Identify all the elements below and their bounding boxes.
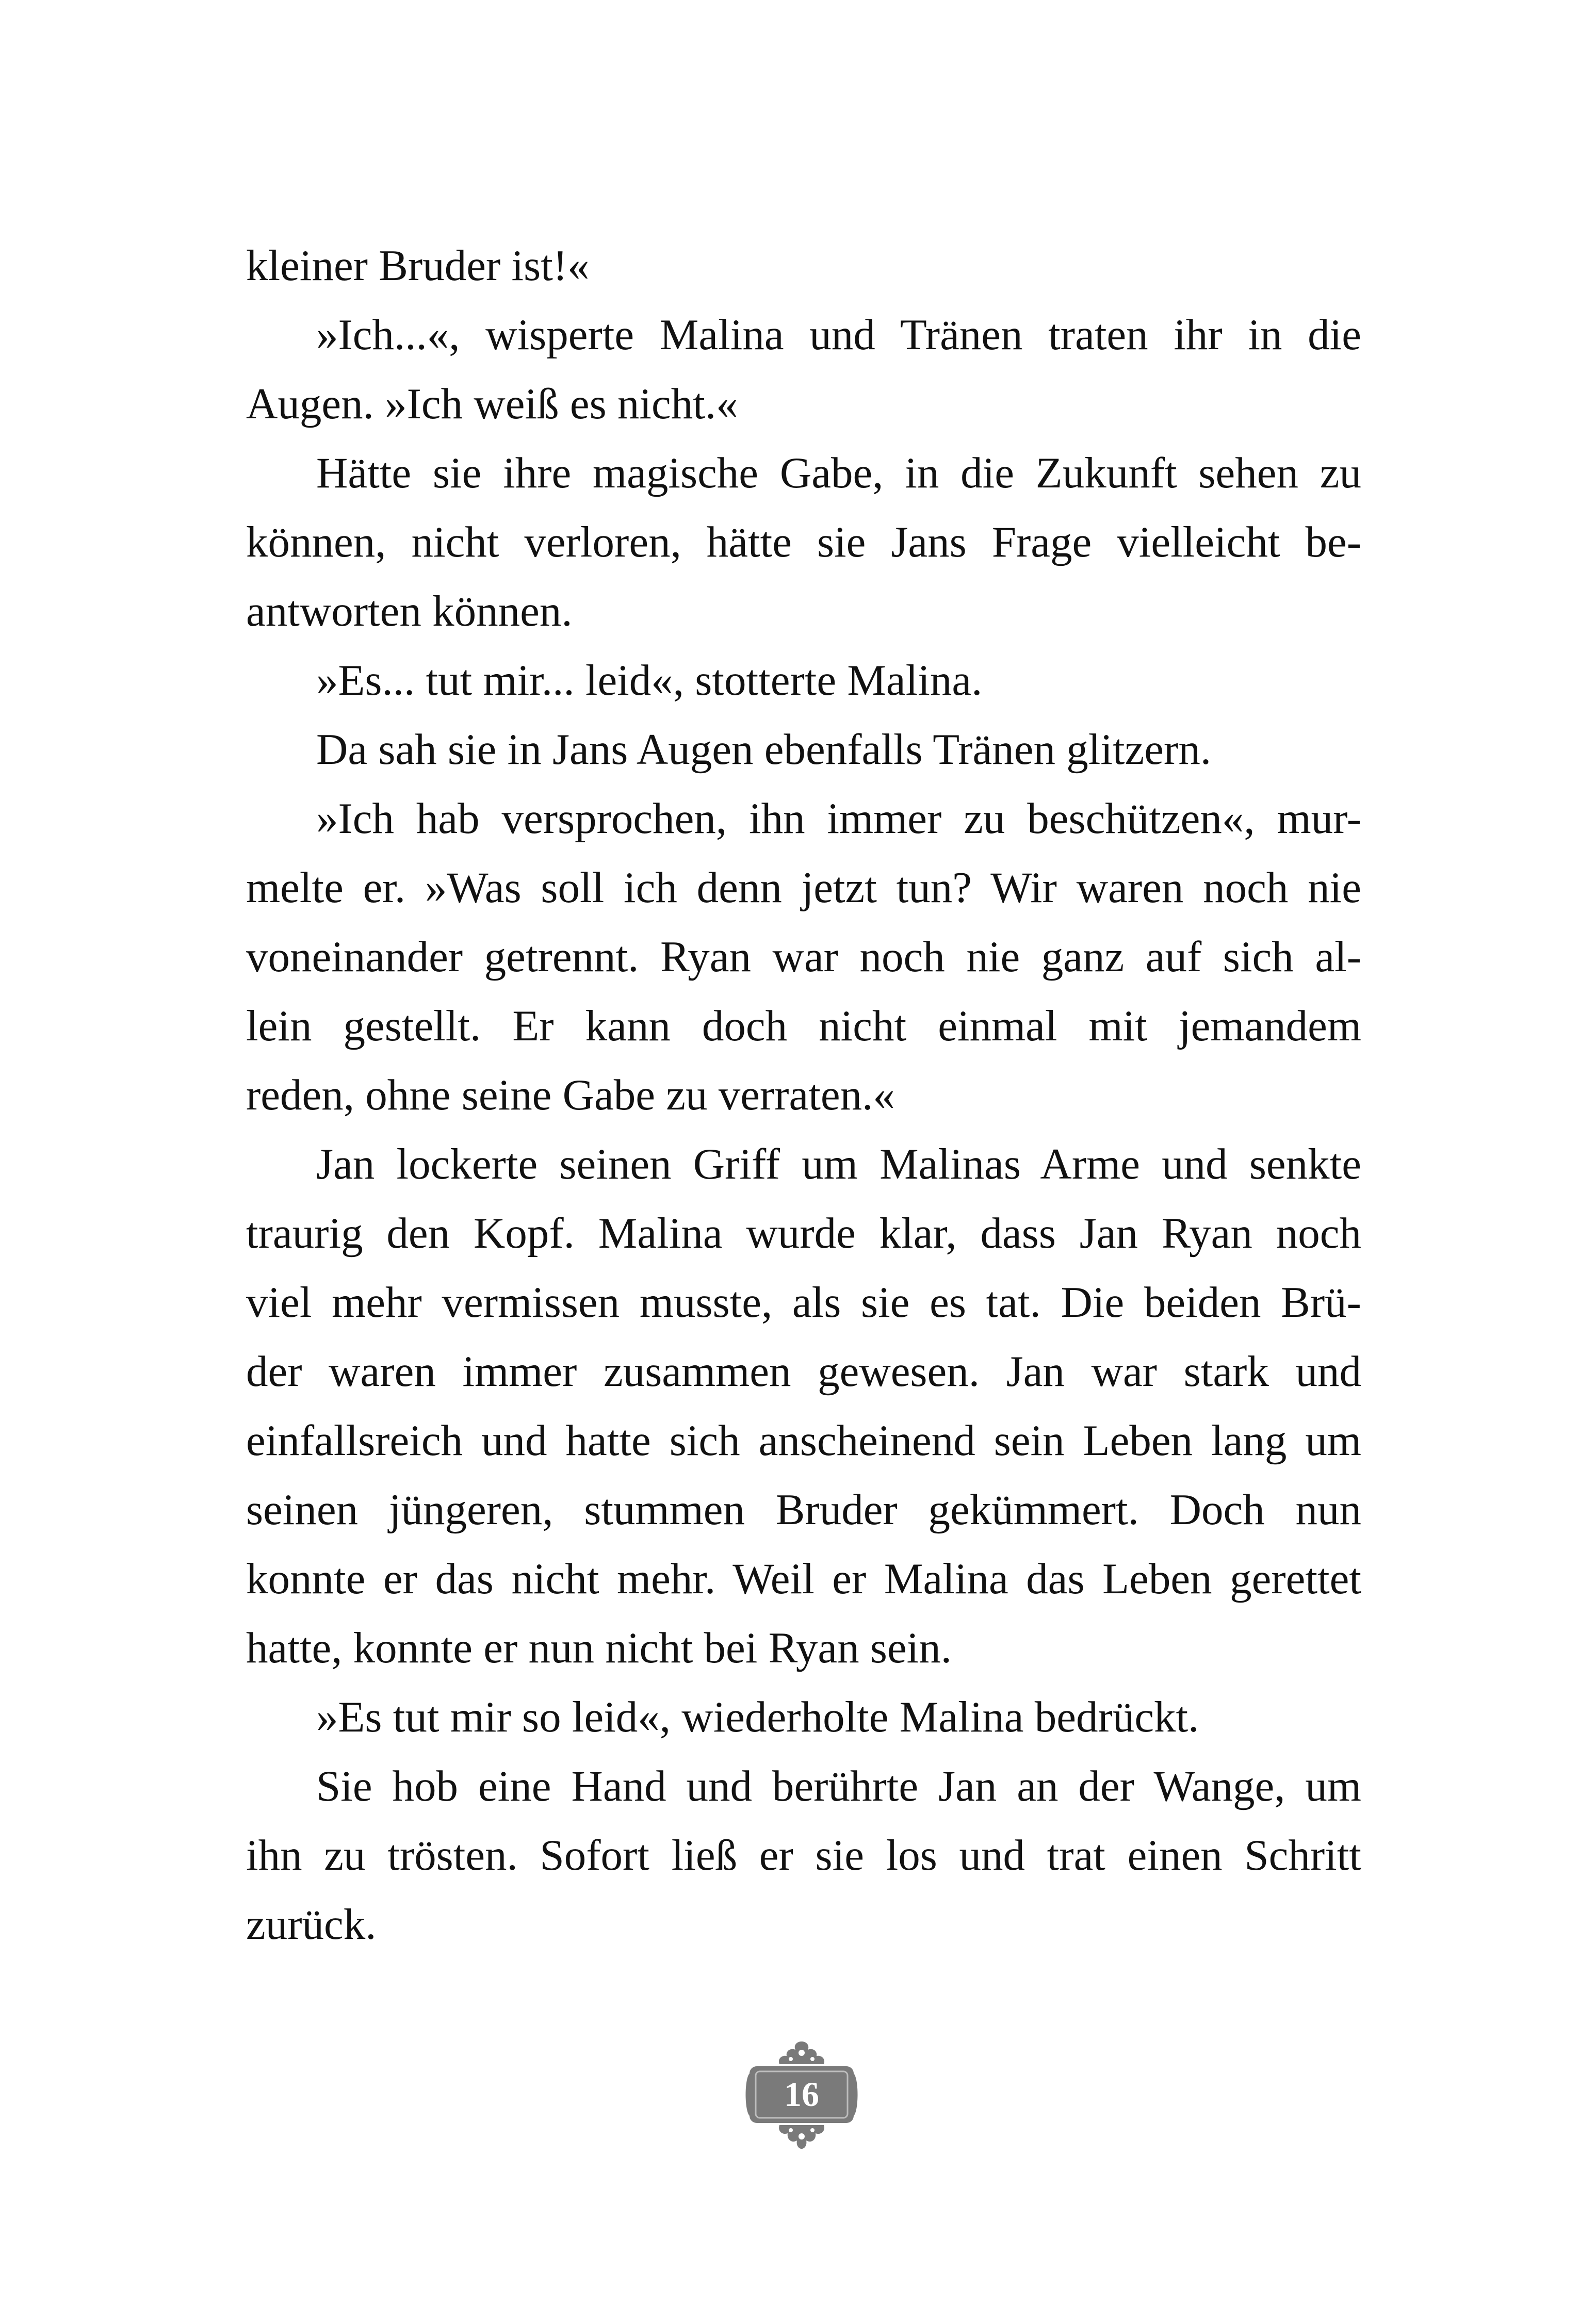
text-line: hatte, konnte er nun nicht bei Ryan sein. [246, 1624, 952, 1672]
page-number-badge [744, 2037, 859, 2152]
text-line: Jan lockerte seinen Griff um Malinas Arme und senkte [316, 1140, 1361, 1188]
text-line: antworten können. [246, 587, 573, 635]
text-line: »Ich...«, wisperte Malina und Tränen traten ihr in die [316, 311, 1361, 359]
text-line: ihn zu trösten. Sofort ließ er sie los und trat einen Schritt [246, 1831, 1361, 1880]
text-line: Augen. »Ich weiß es nicht.« [246, 380, 738, 428]
text-line: »Ich hab versprochen, ihn immer zu beschützen«, mur- [316, 794, 1361, 843]
text-line: melte er. »Was soll ich denn jetzt tun? Wir waren noch nie [246, 863, 1361, 912]
text-line: reden, ohne seine Gabe zu verraten.« [246, 1071, 895, 1119]
page-number: 16 [784, 2075, 819, 2114]
text-line: konnte er das nicht mehr. Weil er Malina das Leben gerettet [246, 1555, 1361, 1603]
text-line: können, nicht verloren, hätte sie Jans Frage vielleicht be- [246, 518, 1361, 566]
text-line: Sie hob eine Hand und berührte Jan an der Wange, um [316, 1762, 1361, 1810]
text-line: viel mehr vermissen musste, als sie es tat. Die beiden Brü- [246, 1278, 1361, 1327]
text-line: zurück. [246, 1900, 377, 1949]
body-text [246, 231, 1361, 1959]
text-line: »Es tut mir so leid«, wiederholte Malina bedrückt. [316, 1693, 1199, 1741]
text-line: Hätte sie ihre magische Gabe, in die Zukunft sehen zu [316, 449, 1361, 497]
text-line: »Es... tut mir... leid«, stotterte Malina. [316, 656, 983, 705]
text-line: der waren immer zusammen gewesen. Jan war stark und [246, 1347, 1361, 1396]
text-line: seinen jüngeren, stummen Bruder gekümmert. Doch nun [246, 1485, 1361, 1534]
text-line: lein gestellt. Er kann doch nicht einmal mit jemandem [246, 1002, 1361, 1050]
text-line: traurig den Kopf. Malina wurde klar, dass Jan Ryan noch [246, 1209, 1361, 1257]
text-line: kleiner Bruder ist!« [246, 241, 590, 290]
text-line: einfallsreich und hatte sich anscheinend sein Leben lang um [246, 1416, 1361, 1465]
text-line: Da sah sie in Jans Augen ebenfalls Tränen glitzern. [316, 725, 1212, 774]
text-line: voneinander getrennt. Ryan war noch nie ganz auf sich al- [246, 933, 1361, 981]
